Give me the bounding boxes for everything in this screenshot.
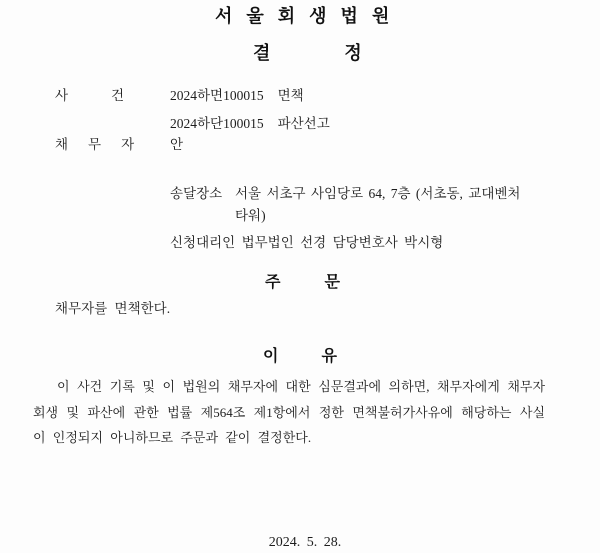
reason-line: 이 사건 기록 및 이 법원의 채무자에 대한 심문결과에 의하면, 채무자에게 채무자 bbox=[57, 379, 545, 394]
debtor-name: 안 bbox=[170, 137, 184, 152]
service-address-line: 타워) bbox=[235, 208, 266, 223]
service-address-line: 서울 서초구 사임당로 64, 7층 (서초동, 교대벤처 bbox=[235, 186, 521, 201]
debtor-label: 채무자 bbox=[55, 137, 155, 152]
case-type: 면책 bbox=[277, 88, 304, 103]
case-label: 사건 bbox=[55, 88, 168, 103]
reason-line: 회생 및 파산에 관한 법률 제564조 제1항에서 정한 면책불허가사유에 해당하는 사실 bbox=[33, 404, 545, 420]
reason-paragraph bbox=[33, 374, 545, 451]
court-title: 서울회생법원 bbox=[215, 6, 404, 26]
case-number: 2024하단100015 bbox=[170, 116, 264, 131]
doc-type-heading: 결정 bbox=[253, 43, 436, 63]
case-number: 2024하면100015 bbox=[170, 88, 264, 103]
reason-line: 이 인정되지 아니하므로 주문과 같이 결정한다. bbox=[33, 430, 312, 445]
decision-date: 2024. 5. 28. bbox=[268, 535, 342, 550]
case-row bbox=[170, 116, 330, 132]
order-text: 채무자를 면책한다. bbox=[55, 301, 171, 316]
attorney-line: 신청대리인 법무법인 선경 담당변호사 박시형 bbox=[170, 235, 444, 250]
reason-heading: 이유 bbox=[263, 348, 380, 365]
case-type: 파산선고 bbox=[277, 116, 330, 131]
case-row bbox=[170, 88, 304, 104]
service-address-label: 송달장소 bbox=[170, 186, 223, 201]
order-heading: 주문 bbox=[265, 274, 384, 291]
